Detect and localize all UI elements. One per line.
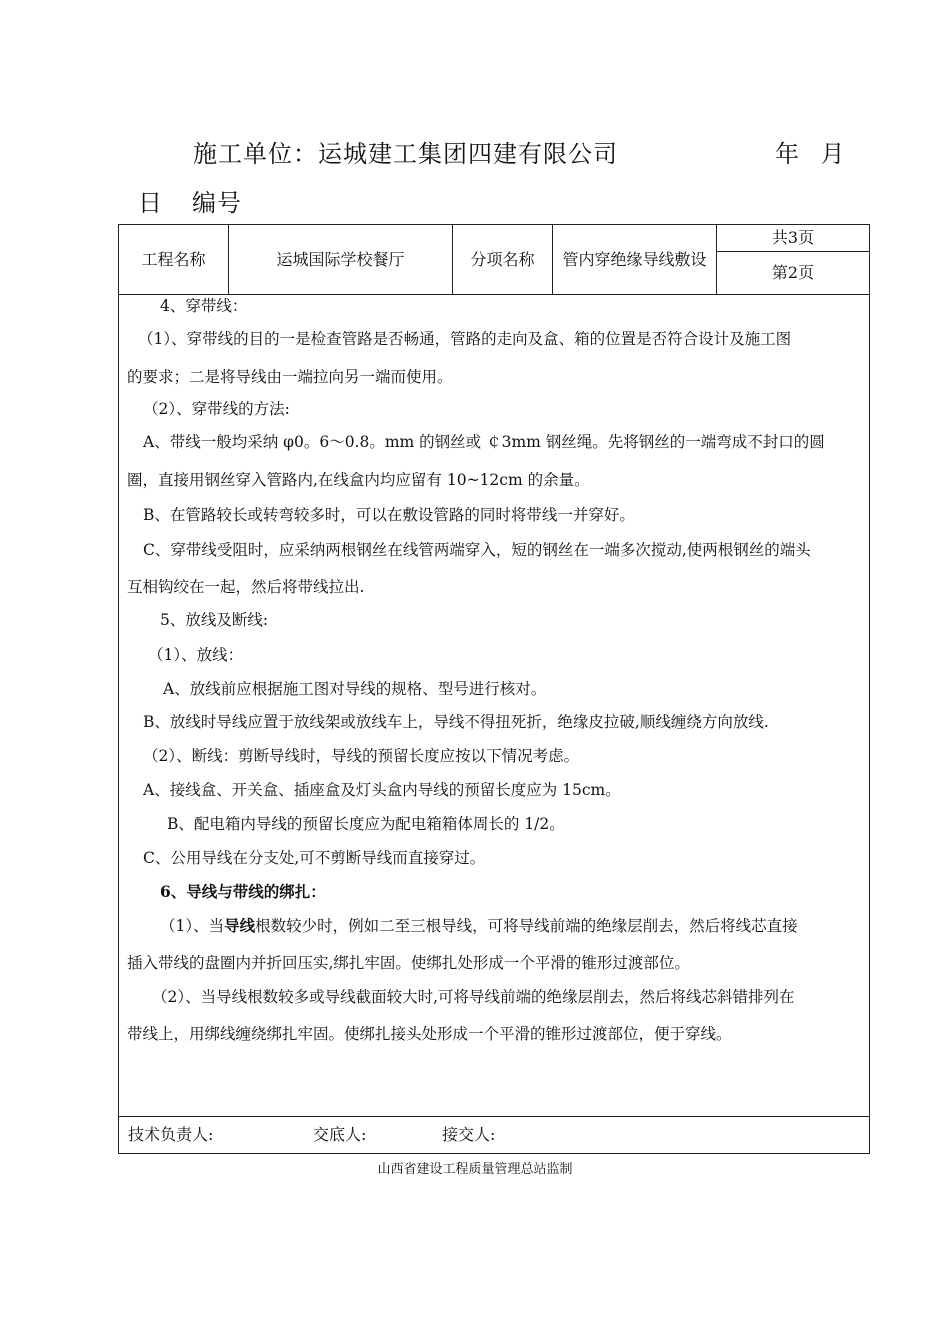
tech-lead-label: 技术负责人: xyxy=(128,1125,214,1144)
briefer-label: 交底人: xyxy=(313,1125,367,1144)
day-label: 日 xyxy=(138,189,163,217)
content-line: B、配电箱内导线的预留长度应为配电箱箱体周长的 1/2。 xyxy=(167,815,565,833)
content-line: C、穿带线受阻时，应采纳两根钢丝在线管两端穿入，短的钢丝在一端多次搅动,使两根钢丝的端头 xyxy=(143,541,811,559)
construction-unit: 施工单位：运城建工集团四建有限公司 xyxy=(193,140,618,168)
receiver-label: 接交人: xyxy=(442,1125,496,1144)
content-line: 的要求；二是将导线由一端拉向另一端而使用。 xyxy=(127,368,453,386)
content-line: B、放线时导线应置于放线架或放线车上，导线不得扭死折，绝缘皮拉破,顺线缠绕方向放线. xyxy=(143,713,769,731)
project-name-value: 运城国际学校餐厅 xyxy=(229,225,453,295)
content-text: 根数较少时，例如二至三根导线，可将导线前端的绝缘层削去，然后将线芯直接 xyxy=(255,917,798,935)
content-line: A、带线一般均采纳 φ0。6～0.8。mm 的钢丝或 ￠3mm 钢丝绳。先将钢丝的一端弯成不封口的圆 xyxy=(143,433,825,451)
content-text-bold: 导线 xyxy=(224,916,256,935)
number-label: 编号 xyxy=(192,189,242,217)
content-line: 圈，直接用钢丝穿入管路内,在线盒内均应留有 10~12cm 的余量。 xyxy=(127,471,590,489)
content-line: （1）、放线： xyxy=(148,646,244,664)
page-number: 第2页 xyxy=(717,252,870,295)
content-line: （2）、断线：剪断导线时，导线的预留长度应按以下情况考虑。 xyxy=(143,747,580,765)
total-pages: 共3页 xyxy=(717,225,870,252)
content-line: （1）、穿带线的目的一是检查管路是否畅通，管路的走向及盒、箱的位置是否符合设计及施工图 xyxy=(138,330,792,348)
section-6-heading: 6、导线与带线的绑扎： xyxy=(160,882,326,901)
item-name-label: 分项名称 xyxy=(453,225,553,295)
year-month-label: 年 月 xyxy=(775,140,846,168)
content-line: （2）、当导线根数较多或导线截面较大时,可将导线前端的绝缘层削去，然后将线芯斜错排列在 xyxy=(152,988,795,1006)
content-line xyxy=(160,916,798,936)
content-line: 互相钩绞在一起，然后将带线拉出. xyxy=(127,578,365,596)
item-name-value: 管内穿绝缘导线敷设 xyxy=(553,225,717,295)
signature-row xyxy=(118,1116,870,1154)
content-line: B、在管路较长或转弯较多时，可以在敷设管路的同时将带线一并穿好。 xyxy=(143,506,635,524)
content-line: A、接线盒、开关盒、插座盒及灯头盒内导线的预留长度应为 15cm。 xyxy=(143,781,621,799)
content-line: （2）、穿带线的方法: xyxy=(143,400,290,418)
content-line: 插入带线的盘圈内并折回压实,绑扎牢固。使绑扎处形成一个平滑的锥形过渡部位。 xyxy=(127,954,690,972)
section-4-heading: 4、穿带线： xyxy=(160,297,248,315)
content-line: A、放线前应根据施工图对导线的规格、型号进行核对。 xyxy=(163,680,547,698)
footer-note: 山西省建设工程质量管理总站监制 xyxy=(377,1162,573,1177)
project-name-label: 工程名称 xyxy=(119,225,229,295)
content-line: 带线上，用绑线缠绕绑扎牢固。使绑扎接头处形成一个平滑的锥形过渡部位，便于穿线。 xyxy=(127,1025,732,1043)
content-text: （1）、当 xyxy=(160,917,225,935)
section-5-heading: 5、放线及断线: xyxy=(160,611,269,629)
info-table xyxy=(118,224,870,295)
content-line: C、公用导线在分支处,可不剪断导线而直接穿过。 xyxy=(143,849,486,867)
